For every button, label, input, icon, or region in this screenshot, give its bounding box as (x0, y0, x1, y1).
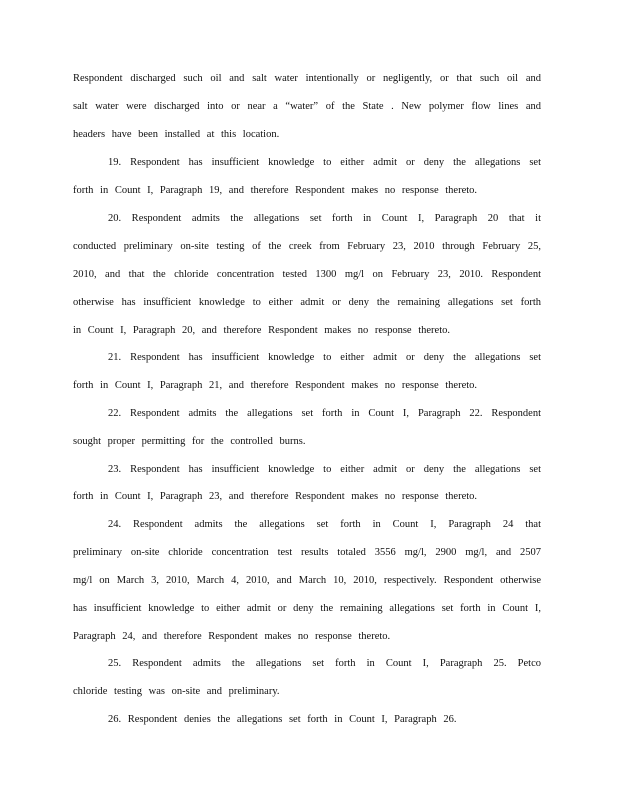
text-line: forth in Count I, Paragraph 19, and therefore Respondent makes no response thereto. (73, 185, 478, 196)
text-line: 20. Respondent admits the allegations set forth in Count I, Paragraph 20 that it (108, 213, 541, 224)
text-line: Paragraph 24, and therefore Respondent makes no response thereto. (73, 631, 391, 642)
text-line: salt water were discharged into or near a “water” of the State . New polymer flow lines and (73, 101, 541, 112)
text-line: sought proper permitting for the controlled burns. (73, 436, 306, 447)
text-line: conducted preliminary on-site testing of the creek from February 23, 2010 through February 25, (73, 241, 541, 252)
text-line: in Count I, Paragraph 20, and therefore Respondent makes no response thereto. (73, 325, 450, 336)
text-line: 24. Respondent admits the allegations set forth in Count I, Paragraph 24 that (108, 519, 541, 530)
text-line: Respondent discharged such oil and salt water intentionally or negligently, or that such oil and (73, 73, 541, 84)
text-line: 22. Respondent admits the allegations set forth in Count I, Paragraph 22. Respondent (108, 408, 541, 419)
text-line: forth in Count I, Paragraph 21, and therefore Respondent makes no response thereto. (73, 380, 478, 391)
text-line: otherwise has insufficient knowledge to either admit or deny the remaining allegations set forth (73, 297, 541, 308)
text-line: forth in Count I, Paragraph 23, and therefore Respondent makes no response thereto. (73, 491, 478, 502)
text-line: 25. Respondent admits the allegations set forth in Count I, Paragraph 25. Petco (108, 658, 541, 669)
text-line: 2010, and that the chloride concentration tested 1300 mg/l on February 23, 2010. Respondent (73, 269, 541, 280)
text-line: 19. Respondent has insufficient knowledge to either admit or deny the allegations set (108, 157, 541, 168)
text-line: 21. Respondent has insufficient knowledge to either admit or deny the allegations set (108, 352, 541, 363)
text-line: has insufficient knowledge to either admit or deny the remaining allegations set forth in Count I, (73, 603, 541, 614)
text-line: preliminary on-site chloride concentration test results totaled 3556 mg/l, 2900 mg/l, and 2507 (73, 547, 541, 558)
text-line: 23. Respondent has insufficient knowledge to either admit or deny the allegations set (108, 464, 541, 475)
text-line: 26. Respondent denies the allegations set forth in Count I, Paragraph 26. (108, 714, 457, 725)
text-line: mg/l on March 3, 2010, March 4, 2010, and March 10, 2010, respectively. Respondent otherwise (73, 575, 541, 586)
text-line: chloride testing was on-site and preliminary. (73, 686, 280, 697)
text-line: headers have been installed at this location. (73, 129, 280, 140)
